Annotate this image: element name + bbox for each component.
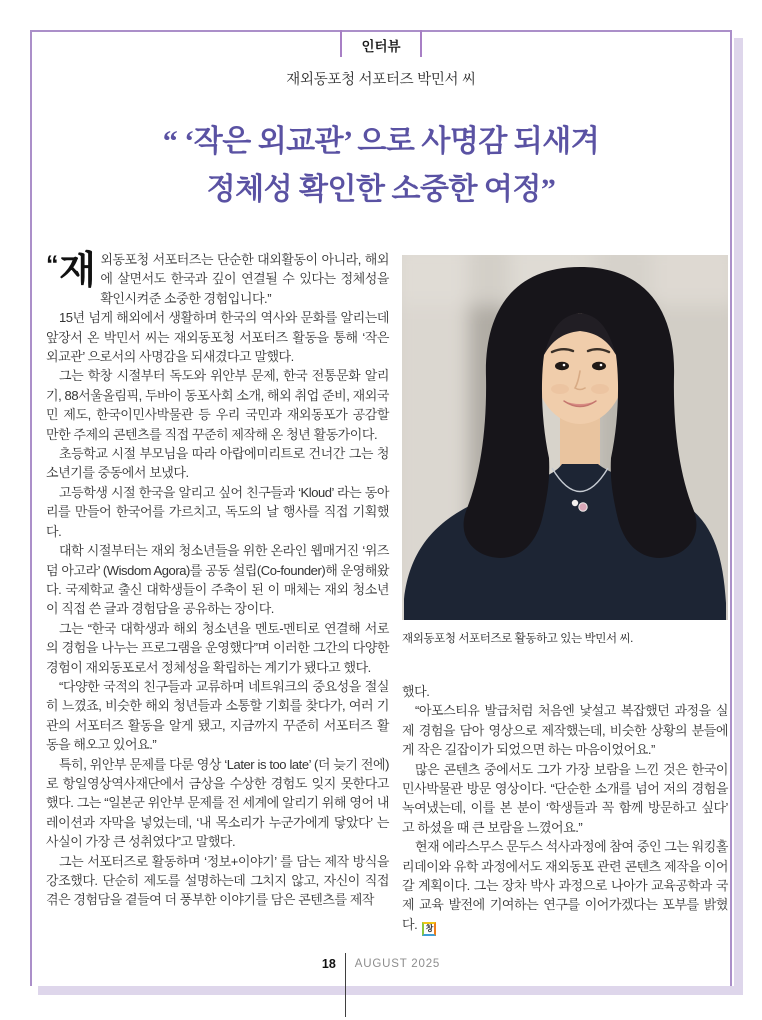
paragraph: 고등학생 시절 한국을 알리고 싶어 친구들과 ‘Kloud’ 라는 동아리를 만들어 한국어를 가르치고, 독도의 날 행사를 직접 기획했다. <box>46 484 389 539</box>
lead-text: 외동포청 서포터즈는 단순한 대외활동이 아니라, 해외에 살면서도 한국과 깊이 연결될 수 있다는 정체성을 확인시켜준 소중한 경험입니다.” <box>100 252 389 306</box>
paragraph: “다양한 국적의 친구들과 교류하며 네트워크의 중요성을 절실히 느꼈죠, 비슷한 해외 청년들과 소통할 기회를 찾다가, 여러 기관의 서포터즈 활동을 알게 됐고, 지금까지 꾸준히 서포터즈 활동을 해오고 있어요.” <box>46 678 389 753</box>
paragraph: 그는 “한국 대학생과 해외 청소년을 멘토-멘티로 연결해 서로의 경험을 나누는 프로그램을 운영했다”며 이러한 그간의 다양한 경험이 재외동포로서 정체성을 확립하는 계기가 됐다고 했다. <box>46 620 389 675</box>
article-title-line2: 정체성 확인한 소중한 여정” <box>206 173 556 206</box>
paragraph: 특히, 위안부 문제를 다룬 영상 ‘Later is too late’ (더 늦기 전에)로 항일영상역사재단에서 금상을 수상한 경험도 잊지 못한다고 했다. 그는 “일본군 위안부 문제를 전 세계에 알리기 위해 영어 내레이션과 자막을 넣었는데, ‘내 목소리가 누군가에게 닿았다’ 는 사실이 가장 큰 성취였다”고 말했다. <box>46 756 389 850</box>
paragraph: “아포스티유 발급처럼 처음엔 낯설고 복잡했던 과정을 실제 경험을 담아 영상으로 제작했는데, 비슷한 상황의 분들에게 작은 길잡이가 되었으면 하는 마음이었어요.” <box>402 703 728 758</box>
article-title <box>0 118 762 214</box>
paragraph: 15년 넘게 해외에서 생활하며 한국의 역사와 문화를 알리는데 앞장서 온 박민서 씨는 재외동포청 서포터즈 활동을 통해 ‘작은 외교관’ 으로서의 사명감을 되새겼다고 말했다. <box>46 310 389 365</box>
paragraph: 그는 서포터즈로 활동하며 ‘정보+이야기’ 를 담는 제작 방식을 강조했다. 단순히 제도를 설명하는데 그치지 않고, 자신이 직접 겪은 경험담을 곁들여 더 풍부한 이야기를 담은 콘텐츠를 제작 <box>46 853 389 908</box>
issue-label: AUGUST 2025 <box>354 958 441 970</box>
page-number: 18 <box>321 957 336 971</box>
paragraph: 현재 에라스무스 문두스 석사과정에 참여 중인 그는 워킹홀리데이와 유학 과정에서도 재외동포 관련 콘텐츠 제작을 이어갈 계획이다. 그는 장차 박사 과정으로 나아가 교육공학과 국제 교육 발전에 기여하는 연구를 이어가겠다는 포부를 밝혔다. 창 <box>402 837 728 936</box>
article-end-mark-icon: 창 <box>422 922 436 936</box>
footer-divider-line <box>345 953 346 1017</box>
paragraph: 그는 학창 시절부터 독도와 위안부 문제, 한국 전통문화 알리기, 88서울올림픽, 두바이 동포사회 소개, 해외 취업 준비, 재외국민 제도, 한국이민사박물관 등 우리 국민과 재외동포가 공감할 만한 주제의 콘텐츠를 직접 꾸준히 제작해 온 청년 활동가이다. <box>46 368 389 442</box>
right-paragraph-list <box>402 682 728 936</box>
lead-open-quote: “ <box>46 251 59 279</box>
paragraph: 초등학교 시절 부모님을 따라 아랍에미리트로 건너간 그는 청소년기를 중동에서 보냈다. <box>46 446 389 481</box>
portrait-photo <box>402 255 728 620</box>
paragraph: 대학 시절부터는 재외 청소년들을 위한 온라인 웹매거진 ‘위즈덤 아고라’ (Wisdom Agora)를 공동 설립(Co-founder)해 운영해왔다. 국제학교 출신 대학생들이 주축이 된 이 매체는 재외 청소년이 직접 쓴 글과 경험담을 공유하는 장이다. <box>46 543 389 617</box>
photo-caption: 재외동포청 서포터즈로 활동하고 있는 박민서 씨. <box>402 633 633 645</box>
lead-paragraph <box>46 250 389 308</box>
section-tag <box>340 30 421 57</box>
portrait-photo-graphic <box>402 255 728 620</box>
right-column <box>402 682 728 936</box>
article-subtitle: 재외동포청 서포터즈 박민서 씨 <box>286 72 476 88</box>
lead-dropcap: 재 <box>59 250 96 292</box>
page-footer <box>0 956 762 1017</box>
article-title-line1: “ ‘작은 외교관’ 으로 사명감 되새겨 <box>162 125 600 158</box>
paragraph: 했다. <box>402 684 430 699</box>
paragraph: 많은 콘텐츠 중에서도 그가 가장 보람을 느낀 것은 한국이민사박물관 방문 영상이다. “단순한 소개를 넘어 저의 경험을 녹여냈는데, 이를 본 분이 ‘학생들과 꼭 함께 방문하고 싶다’ 고 하셨을 때 큰 보람을 느꼈어요.” <box>402 761 728 835</box>
section-tag-row <box>0 30 762 57</box>
left-paragraph-list <box>46 308 389 910</box>
section-tag-label: 인터뷰 <box>361 39 401 54</box>
left-column <box>46 250 389 910</box>
